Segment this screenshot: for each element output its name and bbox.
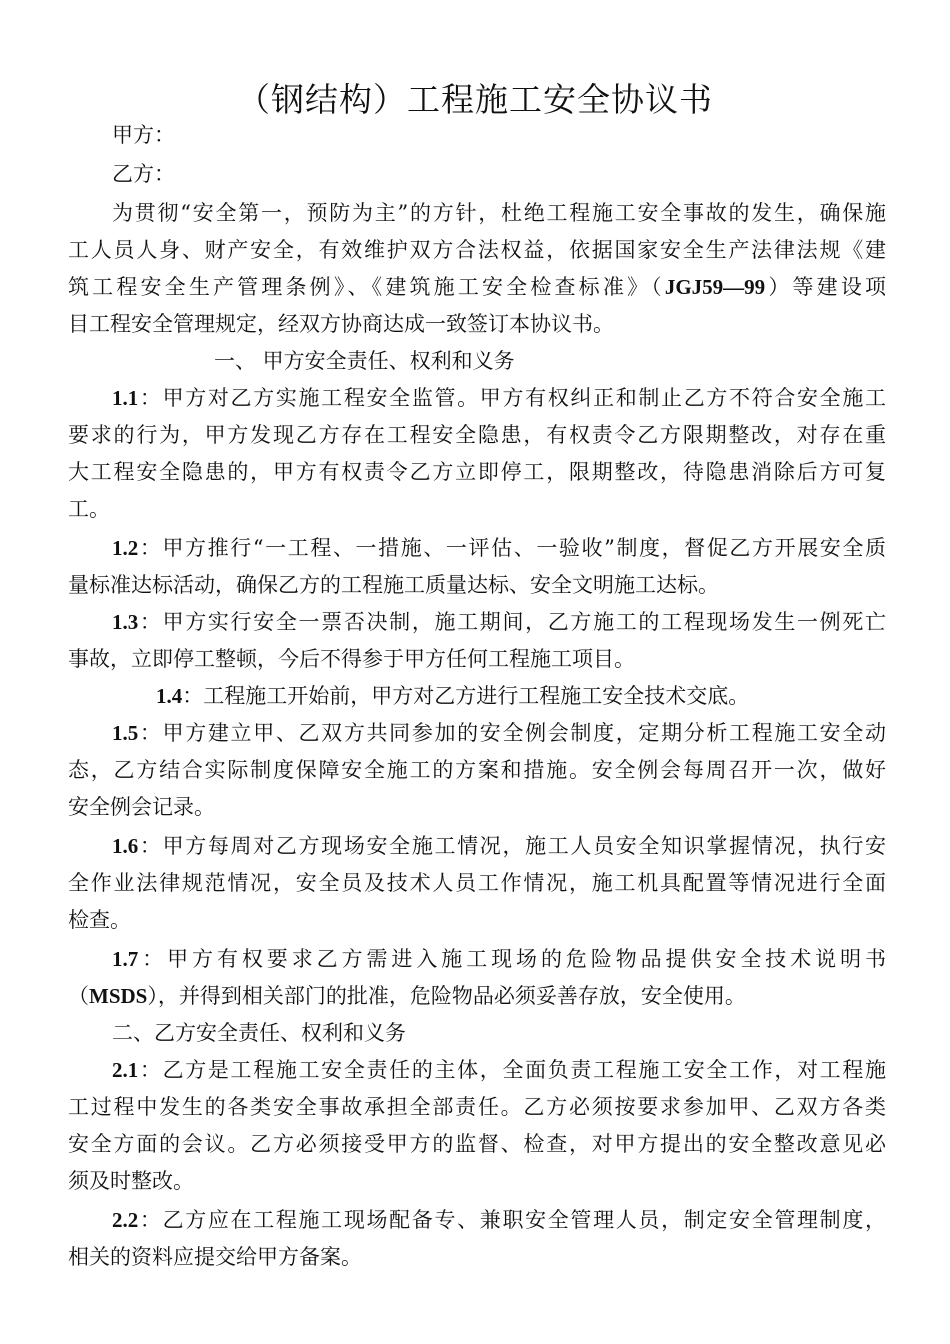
clause-1-4-text: ：工程施工开始前，甲方对乙方进行工程施工安全技术交底。 <box>182 684 750 708</box>
clause-2-2-line-2: 相关的资料应提交给甲方备案。 <box>68 1245 362 1269</box>
clause-1-2-line-2: 量标准达标活动，确保乙方的工程施工质量达标、安全文明施工达标。 <box>68 573 719 597</box>
clause-1-6-line-2: 全作业法律规范情况，安全员及技术人员工作情况，施工机具配置等情况进行全面 <box>68 871 886 895</box>
clause-1-1-text: ：甲方对乙方实施工程安全监管。甲方有权纠正和制止乙方不符合安全施工 <box>138 386 886 410</box>
intro-line-3 <box>68 270 886 304</box>
clause-1-6-text: ：甲方每周对乙方现场安全施工情况，施工人员安全知识掌握情况，执行安 <box>138 834 886 858</box>
standard-code: JGJ59—99 <box>664 275 766 299</box>
intro-line-4: 目工程安全管理规定，经双方协商达成一致签订本协议书。 <box>68 312 614 336</box>
section-1-heading: 一、 甲方安全责任、权利和义务 <box>214 349 515 373</box>
clause-1-6-line-3: 检查。 <box>68 908 131 932</box>
clause-1-1-line-4: 工。 <box>68 497 110 521</box>
clause-1-2-text: ：甲方推行“一工程、一措施、一评估、一验收”制度，督促乙方开展安全质 <box>138 536 886 560</box>
party-a-label: 甲方： <box>112 123 175 147</box>
clause-1-4-line-1 <box>156 679 856 713</box>
clause-2-1-number: 2.1 <box>112 1058 139 1082</box>
clause-1-1-number: 1.1 <box>112 386 139 410</box>
clause-1-7-text: ：甲方有权要求乙方需进入施工现场的危险物品提供安全技术说明书 <box>138 947 886 971</box>
clause-2-1-line-4: 须及时整改。 <box>68 1169 194 1193</box>
clause-2-1-line-2: 工过程中发生的各类安全事故承担全部责任。乙方必须按要求参加甲、乙双方各类 <box>68 1095 886 1119</box>
clause-2-1-line-3: 安全方面的会议。乙方必须接受甲方的监督、检查，对甲方提出的安全整改意见必 <box>68 1132 886 1156</box>
clause-1-5-number: 1.5 <box>112 721 139 745</box>
clause-2-2-number: 2.2 <box>112 1208 139 1232</box>
clause-1-7-paren-open: （ <box>68 984 89 1008</box>
clause-1-5-line-1 <box>112 716 886 750</box>
clause-2-1-line-1 <box>112 1053 886 1087</box>
section-2-heading: 二、乙方安全责任、权利和义务 <box>112 1021 406 1045</box>
intro-line-3-text: 筑工程安全生产管理条例》、《建筑施工安全检查标准》（ <box>68 275 665 299</box>
clause-1-3-text: ：甲方实行安全一票否决制，施工期间，乙方施工的工程现场发生一例死亡 <box>138 610 886 634</box>
clause-1-5-text: ：甲方建立甲、乙双方共同参加的安全例会制度，定期分析工程施工安全动 <box>138 721 886 745</box>
clause-1-4-number: 1.4 <box>156 684 183 708</box>
clause-1-6-number: 1.6 <box>112 834 139 858</box>
clause-1-1-line-2: 要求的行为，甲方发现乙方存在工程安全隐患，有权责令乙方限期整改，对存在重 <box>68 423 886 447</box>
party-b-label: 乙方： <box>112 162 175 186</box>
clause-1-5-line-2: 态，乙方结合实际制度保障安全施工的方案和措施。安全例会每周召开一次，做好 <box>68 758 886 782</box>
clause-1-7-line-1 <box>112 942 886 976</box>
clause-2-2-text: ：乙方应在工程施工现场配备专、兼职安全管理人员，制定安全管理制度， <box>138 1208 886 1232</box>
clause-1-2-number: 1.2 <box>112 536 139 560</box>
clause-1-7-number: 1.7 <box>112 947 139 971</box>
clause-1-3-number: 1.3 <box>112 610 139 634</box>
clause-1-1-line-3: 大工程安全隐患的，甲方有权责令乙方立即停工，限期整改，待隐患消除后方可复 <box>68 460 886 484</box>
document-title: （钢结构）工程施工安全协议书 <box>237 80 713 119</box>
clause-1-7-text-2: ），并得到相关部门的批准，危险物品必须妥善存放，安全使用。 <box>147 984 746 1008</box>
msds-term: MSDS <box>89 984 148 1008</box>
intro-line-3-tail: ）等建设项 <box>765 275 886 299</box>
clause-1-2-line-1 <box>112 531 886 565</box>
clause-1-1-line-1 <box>112 381 886 415</box>
clause-1-7-line-2 <box>68 979 886 1013</box>
clause-1-3-line-1 <box>112 605 886 639</box>
clause-1-6-line-1 <box>112 829 886 863</box>
clause-2-2-line-1 <box>112 1203 886 1237</box>
clause-1-5-line-3: 安全例会记录。 <box>68 795 215 819</box>
clause-2-1-text: ：乙方是工程施工安全责任的主体，全面负责工程施工安全工作，对工程施 <box>138 1058 886 1082</box>
clause-1-3-line-2: 事故，立即停工整顿，今后不得参于甲方任何工程施工项目。 <box>68 647 635 671</box>
intro-line-2: 工人员人身、财产安全，有效维护双方合法权益，依据国家安全生产法律法规《建 <box>68 238 886 262</box>
intro-line-1: 为贯彻“安全第一，预防为主”的方针，杜绝工程施工安全事故的发生，确保施 <box>112 201 886 225</box>
